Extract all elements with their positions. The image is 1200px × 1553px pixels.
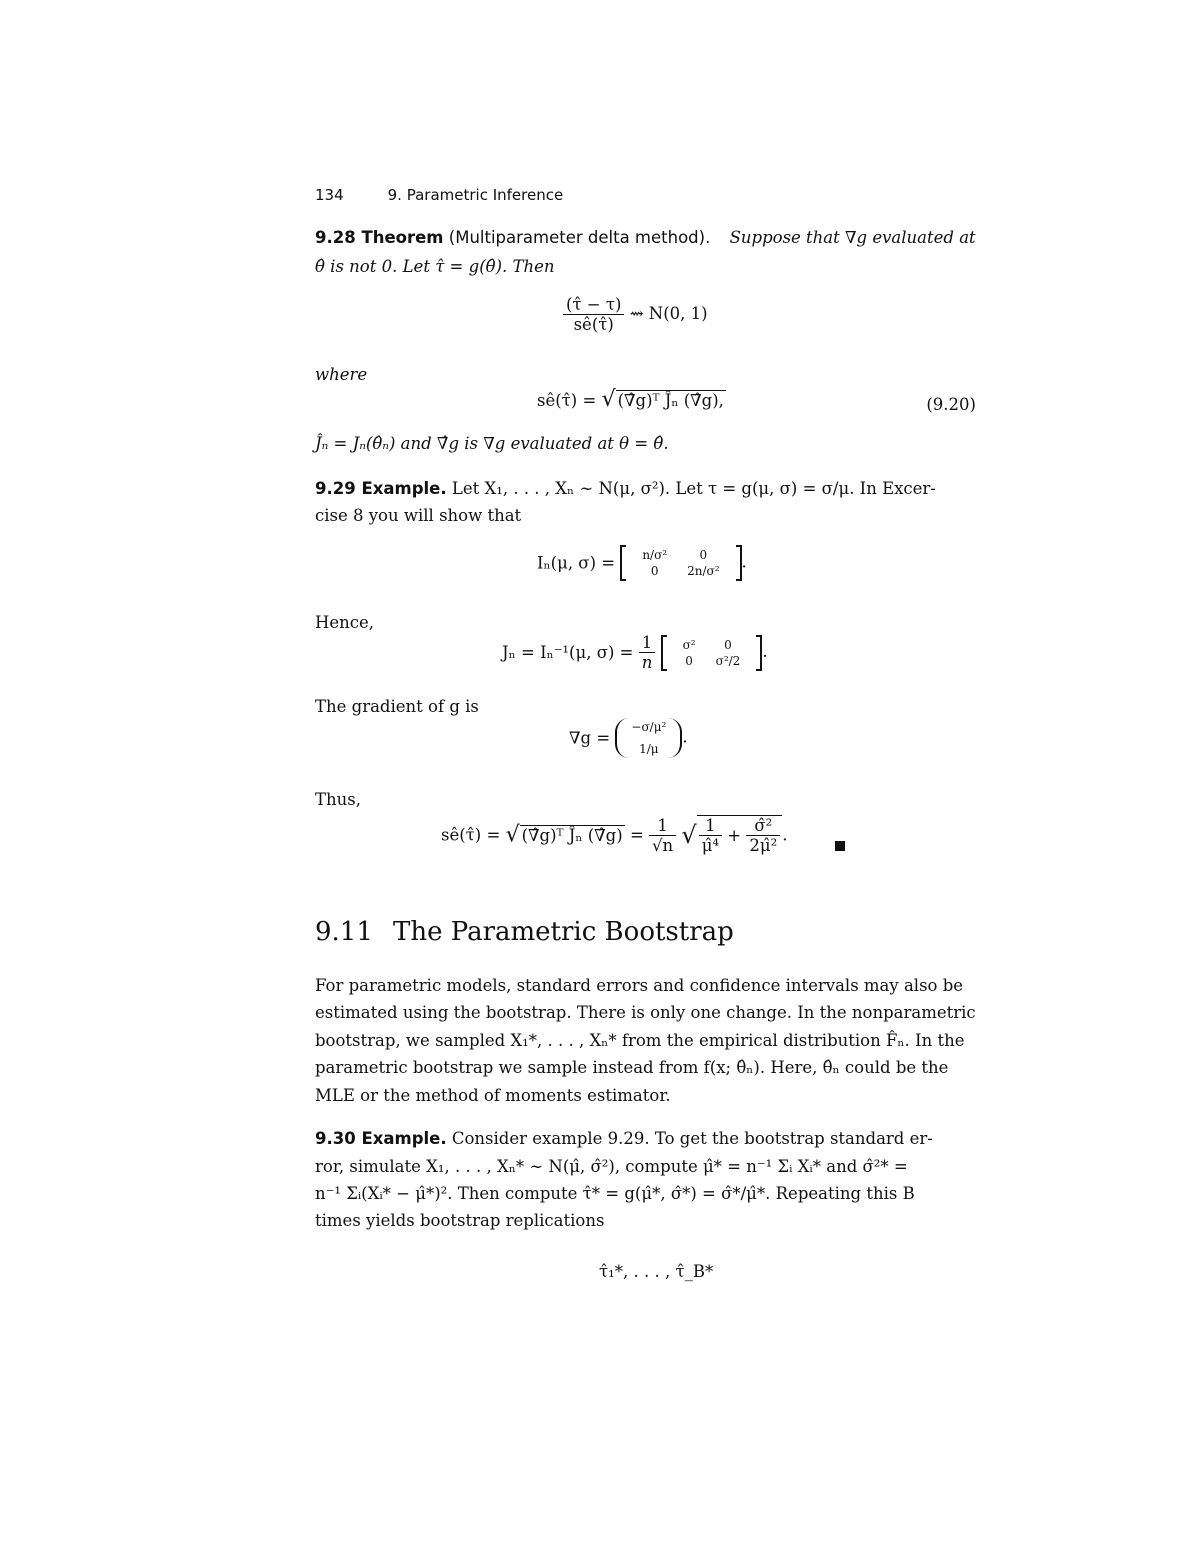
jn-equation: Jₙ = Iₙ⁻¹(μ, σ) = $\frac{1}{n}$ σ² 0 0 σ²/2 .	[502, 633, 768, 672]
running-header	[315, 188, 563, 203]
se-result-equation: sê(τ̂) = √ (∇̂g)ᵀ Ĵₙ (∇̂g) = $\frac{1}{√n}$ √ $\frac{1}{\text{μ̂⁴}}$ + $\frac{\text{σ̂²}}{\text{2μ̂²}}$ .	[441, 815, 788, 855]
gradient-text: The gradient of g is	[315, 697, 479, 716]
example-29-label: 9.29 Example.	[315, 479, 447, 498]
paragraph-line: parametric bootstrap we sample instead from f(x; θ̂ₙ). Here, θ̂ₙ could be the	[315, 1058, 949, 1077]
se-equation: sê(τ̂) = √ (∇̂g)ᵀ Ĵₙ (∇̂g),	[537, 387, 724, 412]
page-number: 134	[315, 186, 344, 204]
theorem-line-2: θ̂ is not 0. Let τ̂ = g(θ̂). Then	[315, 257, 555, 276]
section-heading	[315, 917, 734, 947]
qed-square-icon	[835, 841, 845, 851]
paragraph-line: estimated using the bootstrap. There is only one change. In the nonparametric	[315, 1003, 976, 1022]
thus-text: Thus,	[315, 790, 361, 809]
theorem-line-3: Ĵₙ = Jₙ(θ̂ₙ) and ∇̂g is ∇g evaluated at θ = θ̂.	[315, 434, 669, 453]
limit-equation	[563, 295, 708, 334]
example-30-line-2: ror, simulate X₁, . . . , Xₙ* ∼ N(μ̂, σ̂²), compute μ̂* = n⁻¹ Σᵢ Xᵢ* and σ̂²* =	[315, 1157, 908, 1176]
hence-text: Hence,	[315, 613, 375, 632]
jn-matrix: σ² 0 0 σ²/2	[661, 635, 763, 671]
paragraph-line: bootstrap, we sampled X₁*, . . . , Xₙ* from the empirical distribution F̂ₙ. In the	[315, 1031, 965, 1050]
theorem-name: (Multiparameter delta method).	[448, 228, 711, 247]
example-30-line-3: n⁻¹ Σᵢ(Xᵢ* − μ̂*)². Then compute τ̂* = g(μ̂*, σ̂*) = σ̂*/μ̂*. Repeating this B	[315, 1184, 915, 1203]
example-30-line-4: times yields bootstrap replications	[315, 1211, 605, 1230]
gradient-equation: ∇g = −σ/μ² 1/μ .	[569, 720, 688, 756]
example-29-line-2: cise 8 you will show that	[315, 506, 522, 525]
gradient-vector: −σ/μ² 1/μ	[615, 718, 682, 758]
se-radicand: (∇̂g)ᵀ Ĵₙ (∇̂g),	[617, 391, 724, 410]
fisher-information-equation: Iₙ(μ, σ) = n/σ² 0 0 2n/σ² .	[537, 545, 747, 581]
chapter-title: 9. Parametric Inference	[387, 186, 564, 204]
equation-number: (9.20)	[926, 395, 976, 414]
example-30-label: 9.30 Example.	[315, 1129, 447, 1148]
section-title: The Parametric Bootstrap	[393, 917, 734, 947]
replications-equation: τ̂₁*, . . . , τ̂_B*	[599, 1262, 714, 1281]
paragraph-line: MLE or the method of moments estimator.	[315, 1086, 671, 1105]
example-29-line-1: 9.29 Example. Let X₁, . . . , Xₙ ∼ N(μ, σ²). Let τ = g(μ, σ) = σ/μ. In Excer-	[315, 479, 936, 498]
limit-fraction: $\frac{(\taû - \tau)}{sê(\taû)}$	[563, 295, 624, 334]
paragraph-line: For parametric models, standard errors and confidence intervals may also be	[315, 976, 964, 995]
where-text: where	[315, 365, 368, 384]
theorem-text: Suppose that ∇g evaluated at	[729, 228, 976, 247]
theorem-line-1	[315, 230, 976, 247]
theorem-label: 9.28 Theorem	[315, 228, 444, 247]
example-30-line-1: 9.30 Example. Consider example 9.29. To get the bootstrap standard er-	[315, 1129, 933, 1148]
limit-rhs: ⇝ N(0, 1)	[629, 304, 708, 323]
section-number: 9.11	[315, 917, 373, 947]
fisher-matrix: n/σ² 0 0 2n/σ²	[620, 545, 741, 581]
